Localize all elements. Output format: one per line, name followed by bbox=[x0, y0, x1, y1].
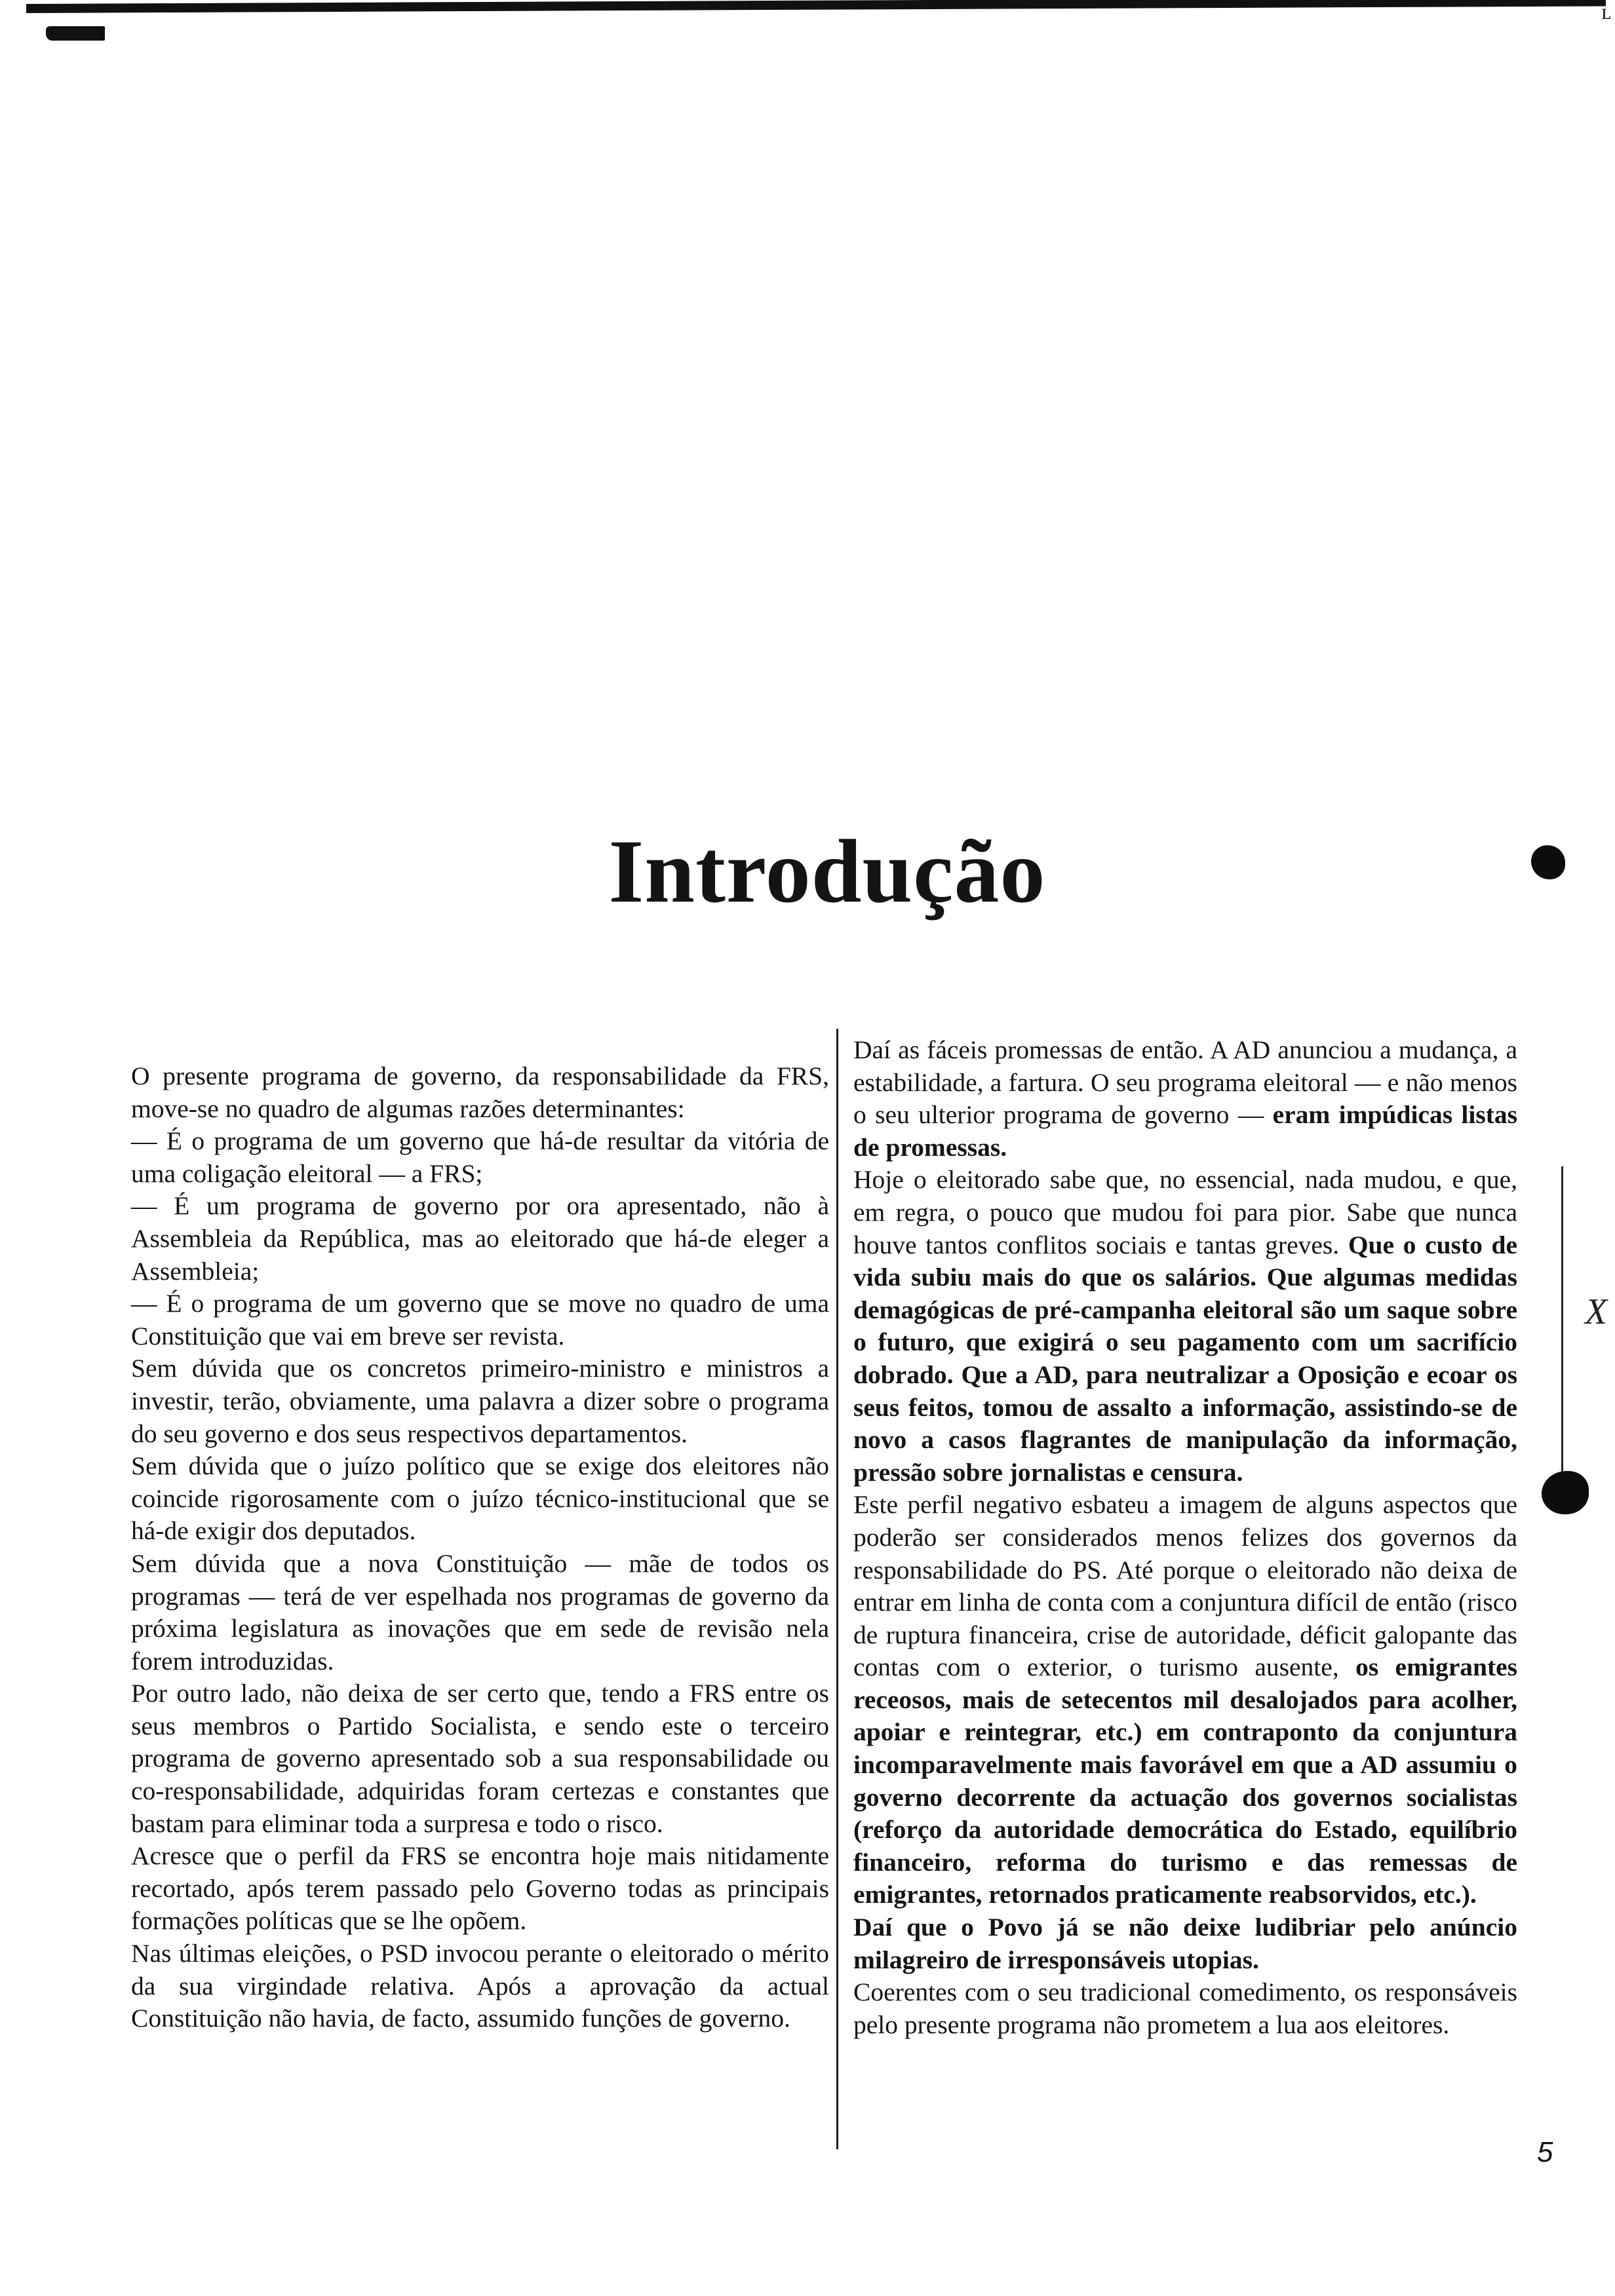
paragraph-text: Daí as fáceis promessas de então. A AD anunciou a mudança, a estabilidade, a fartura. O seu programa eleitoral — e não menos o seu ulterior programa de governo — bbox=[853, 1035, 1517, 1130]
paragraph: — É um programa de governo por ora apresentado, não à Assembleia da República, mas ao eleitorado que há-de eleger a Assembleia; bbox=[131, 1191, 829, 1286]
page-title: Introdução bbox=[608, 821, 1046, 921]
margin-annotation-x: X bbox=[1585, 1292, 1608, 1332]
paragraph: — É o programa de um governo que há-de resultar da vitória de uma coligação eleitoral — a FRS; bbox=[131, 1126, 829, 1188]
paragraph: Coerentes com o seu tradicional comedimento, os responsáveis pelo presente programa não prometem a lua aos eleitores. bbox=[853, 1978, 1517, 2039]
paragraph: Sem dúvida que a nova Constituição — mãe de todos os programas — terá de ver espelhada nos programas de governo da próxima legislatura as inovações que em sede de revisão nela forem introduzidas. bbox=[131, 1548, 829, 1675]
paragraph: Acresce que o perfil da FRS se encontra hoje mais nitidamente recortado, após terem passado pelo Governo todas as principais formações políticas que se lhe opõem. bbox=[131, 1841, 829, 1936]
paragraph bbox=[853, 1034, 1517, 1164]
paragraph bbox=[853, 1489, 1517, 1911]
column-divider bbox=[836, 1029, 838, 2149]
left-column bbox=[131, 1060, 829, 2035]
paragraph-bold-text: eram impúdicas listas de promessas. bbox=[853, 1100, 1518, 1162]
paragraph: Por outro lado, não deixa de ser certo que, tendo a FRS entre os seus membros o Partido Socialista, e sendo este o terceiro programa de governo apresentado sob a sua responsabilidade ou co-responsabilidade, adquiridas foram certezas e constantes que bastam para eliminar toda a surpresa e todo o risco. bbox=[131, 1679, 829, 1838]
paragraph: — É o programa de um governo que se move no quadro de uma Constituição que vai em breve ser revista. bbox=[131, 1289, 829, 1350]
paragraph-bold-text: Que o custo de vida subiu mais do que os salários. Que algumas medidas demagógicas de pré-campanha eleitoral são um saque sobre o futuro, que exigirá o seu pagamento com um sacrifício dobrado. Que a AD, para neutralizar a Oposição e ecoar os seus feitos, tomou de assalto a informação, assistindo-se de novo a casos flagrantes de manipulação da informação, pressão sobre jornalistas e censura. bbox=[853, 1230, 1518, 1487]
scan-top-edge-line bbox=[26, 0, 1606, 13]
scan-corner-mark: ʟ bbox=[1601, 0, 1611, 24]
ink-blot bbox=[1542, 1471, 1589, 1514]
paragraph: Sem dúvida que os concretos primeiro-ministro e ministros a investir, terão, obviamente, uma palavra a dizer sobre o programa do seu governo e dos seus respectivos departamentos. bbox=[131, 1354, 829, 1448]
paragraph-text: Este perfil negativo esbateu a imagem de alguns aspectos que poderão ser considerados menos felizes dos governos da responsabilidade do PS. Até porque o eleitorado não deixa de entrar em linha de conta com a conjuntura difícil de então (risco de ruptura financeira, crise de autoridade, déficit galopante das contas com o exterior, o turismo ausente, bbox=[853, 1490, 1517, 1682]
paragraph: Nas últimas eleições, o PSD invocou perante o eleitorado o mérito da sua virgindade relativa. Após a aprovação da actual Constituição não havia, de facto, assumido funções de governo. bbox=[131, 1939, 829, 2033]
right-column bbox=[853, 1034, 1517, 2041]
margin-annotation-line bbox=[1561, 1166, 1563, 1481]
ink-blot bbox=[1531, 845, 1565, 879]
scan-ink-smudge bbox=[46, 26, 105, 41]
paragraph bbox=[853, 1164, 1517, 1489]
page-number: 5 bbox=[1537, 2136, 1553, 2168]
paragraph: Daí que o Povo já se não deixe ludibriar pelo anúncio milagreiro de irresponsáveis utopias. bbox=[853, 1913, 1517, 1974]
paragraph-bold-text: os emigrantes receosos, mais de setecentos mil desalojados para acolher, apoiar e reintegrar, etc.) em contraponto da conjuntura incomparavelmente mais favorável em que a AD assumiu o governo decorrente da actuação dos governos socialistas (reforço da autoridade democrática do Estado, equilíbrio financeiro, reforma do turismo e das remessas de emigrantes, retornados praticamente reabsorvidos, etc.). bbox=[853, 1653, 1518, 1909]
paragraph-text: Hoje o eleitorado sabe que, no essencial, nada mudou, e que, em regra, o pouco que mudou foi para pior. Sabe que nunca houve tantos conflitos sociais e tantas greves. bbox=[853, 1165, 1517, 1259]
paragraph: O presente programa de governo, da responsabilidade da FRS, move-se no quadro de algumas razões determinantes: bbox=[131, 1062, 829, 1123]
paragraph: Sem dúvida que o juízo político que se exige dos eleitores não coincide rigorosamente com o juízo técnico-institucional que se há-de exigir dos deputados. bbox=[131, 1451, 829, 1546]
